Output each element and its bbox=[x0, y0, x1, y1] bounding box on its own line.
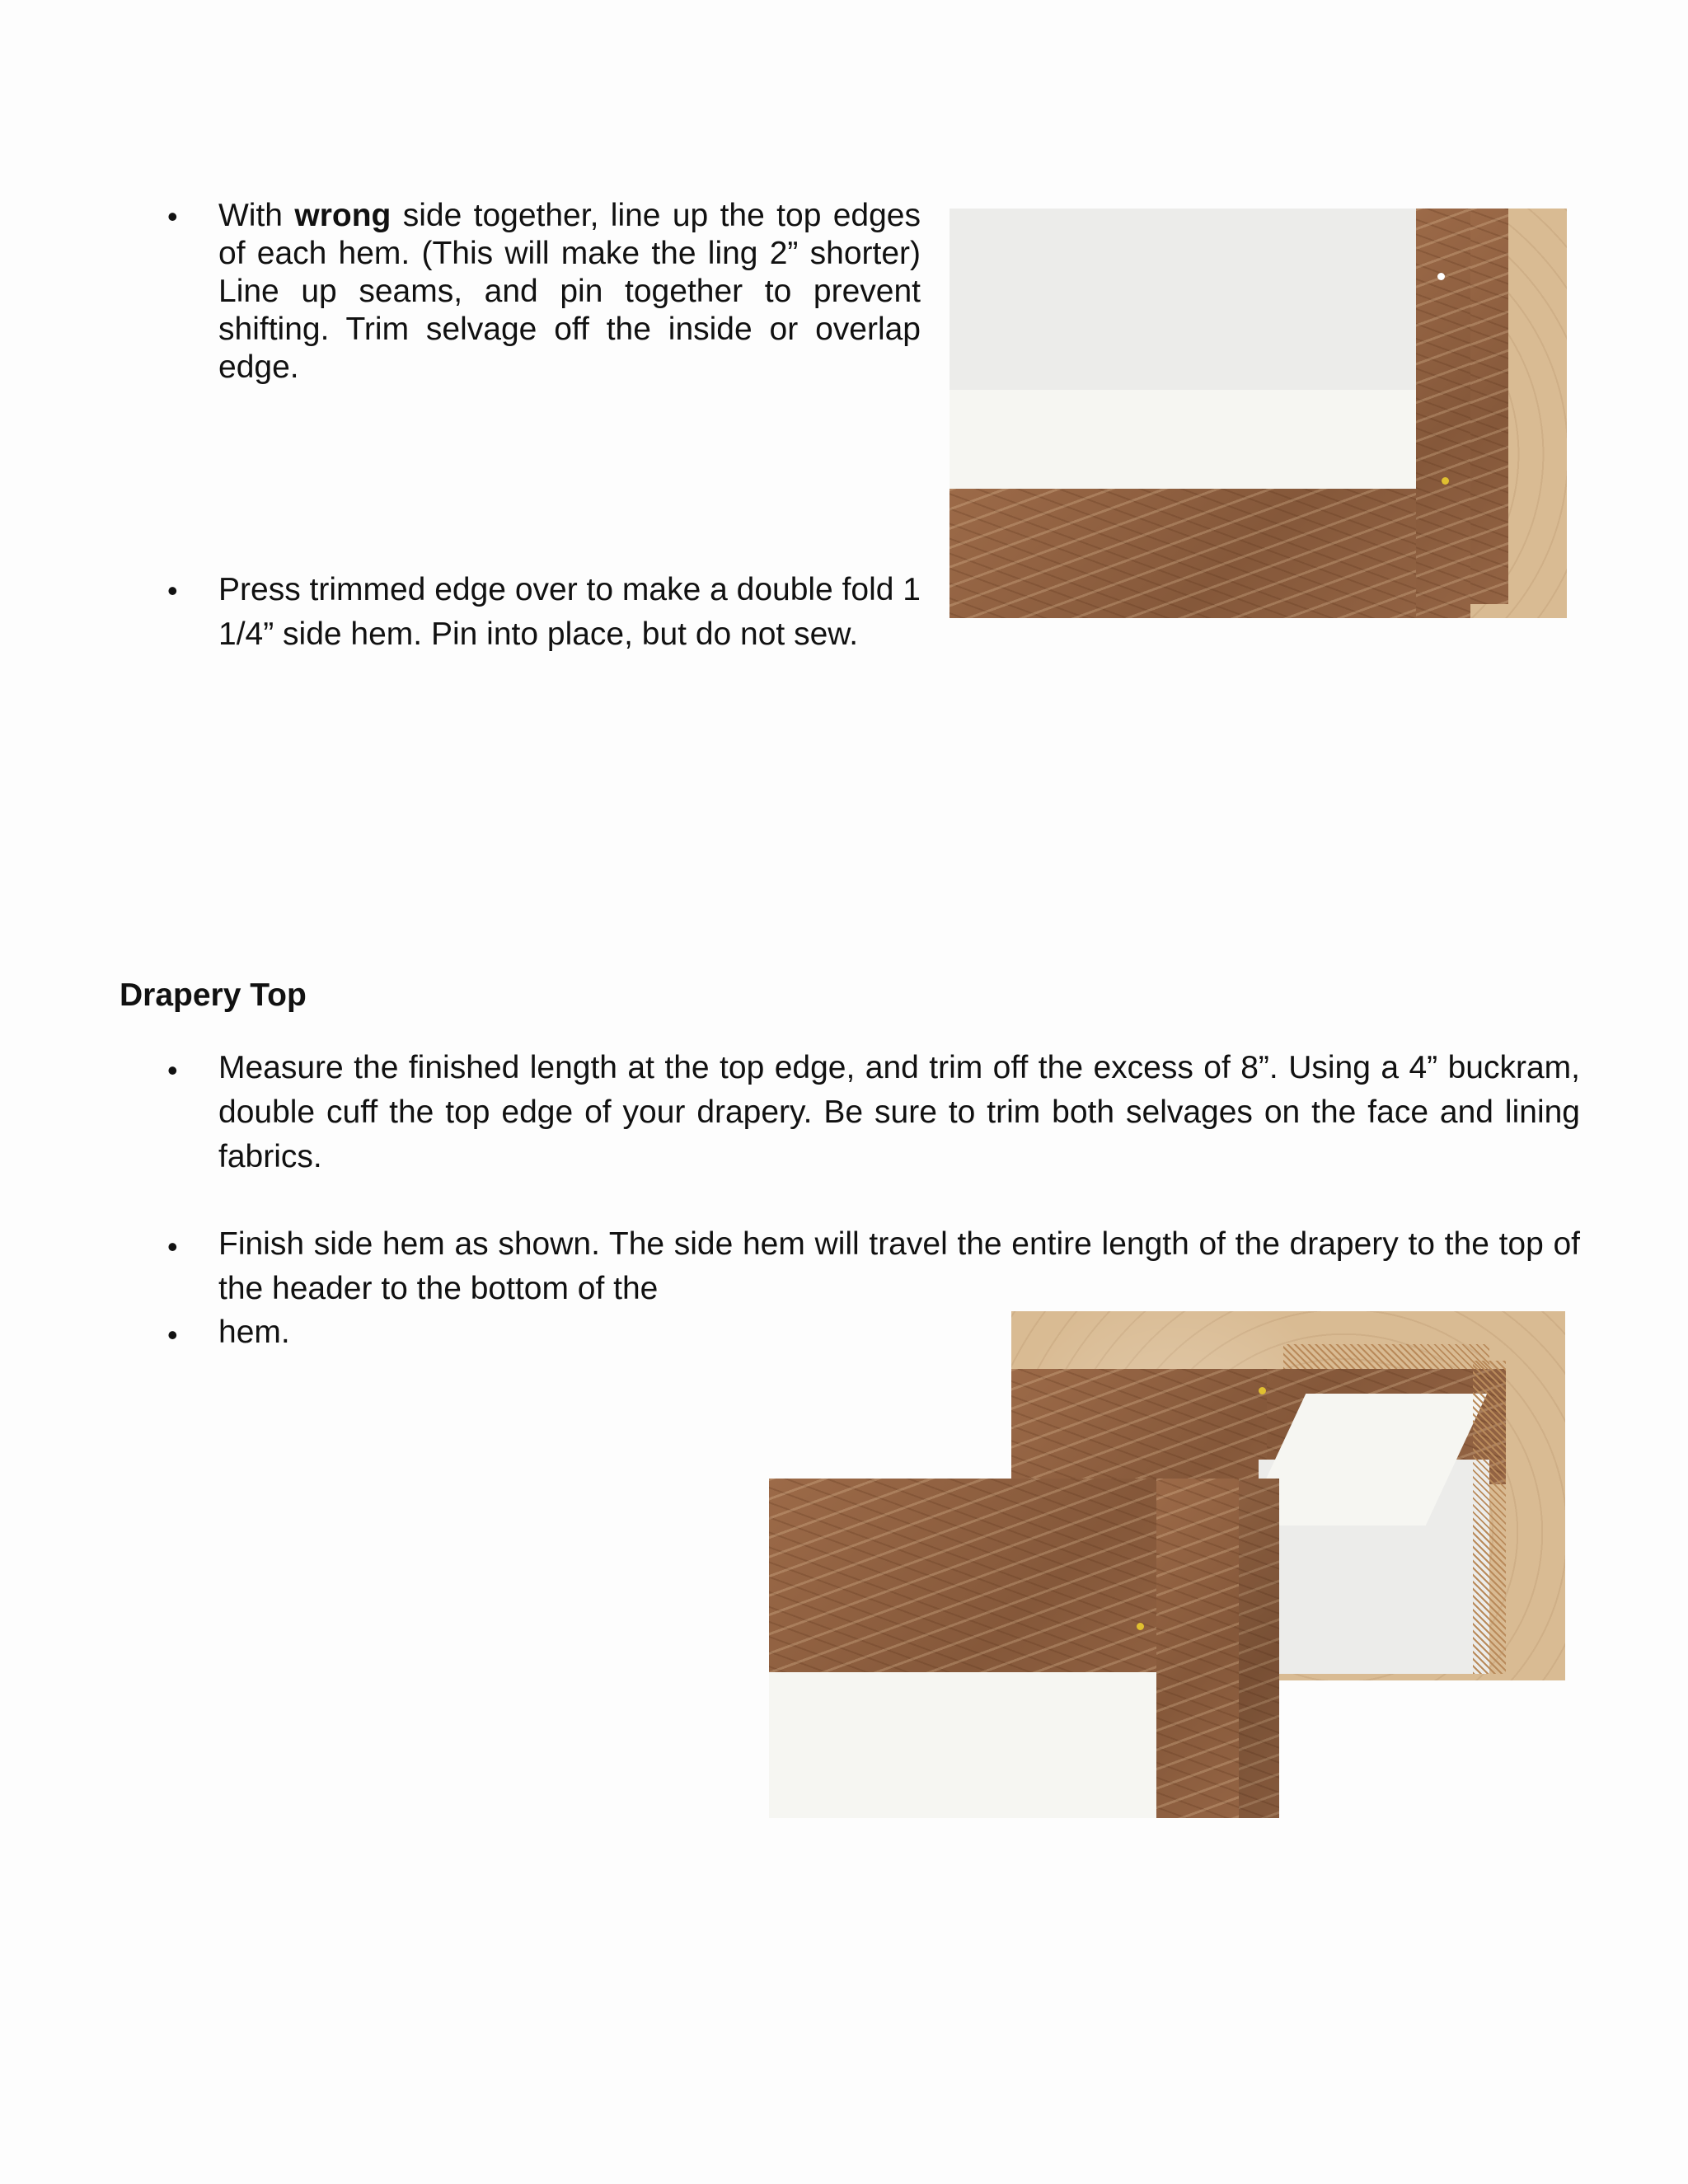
emphasis-text: wrong bbox=[294, 198, 392, 233]
bullet-marker: • bbox=[167, 574, 178, 607]
instruction-paragraph: Finish side hem as shown. The side hem will travel the entire length of the drapery to the top of the header to the bottom of the bbox=[218, 1226, 1580, 1306]
instruction-paragraph: Press trimmed edge over to make a double fold 1 1/4” side hem. Pin into place, but do not sew. bbox=[218, 572, 921, 652]
instruction-paragraph: hem. bbox=[218, 1315, 290, 1350]
bullet-marker: • bbox=[167, 1053, 178, 1087]
hem-corner-photo bbox=[950, 209, 1567, 618]
bullet-marker: • bbox=[167, 1318, 178, 1352]
instruction-paragraph: With wrong side together, line up the top edges of each hem. (This will make the ling 2” shorter) Line up seams, and pin together to prevent shifting. Trim selvage off the inside or overlap edge. bbox=[218, 198, 921, 385]
finished-hem-photo bbox=[769, 1479, 1279, 1818]
instruction-paragraph: Measure the finished length at the top edge, and trim off the excess of 8”. Using a 4” buckram, double cuff the top edge of your drapery. Be sure to trim both selvages on the face and lining fabrics. bbox=[218, 1050, 1580, 1174]
section-heading: Drapery Top bbox=[120, 977, 307, 1013]
bullet-marker: • bbox=[167, 1230, 178, 1263]
bullet-marker: • bbox=[167, 199, 178, 233]
